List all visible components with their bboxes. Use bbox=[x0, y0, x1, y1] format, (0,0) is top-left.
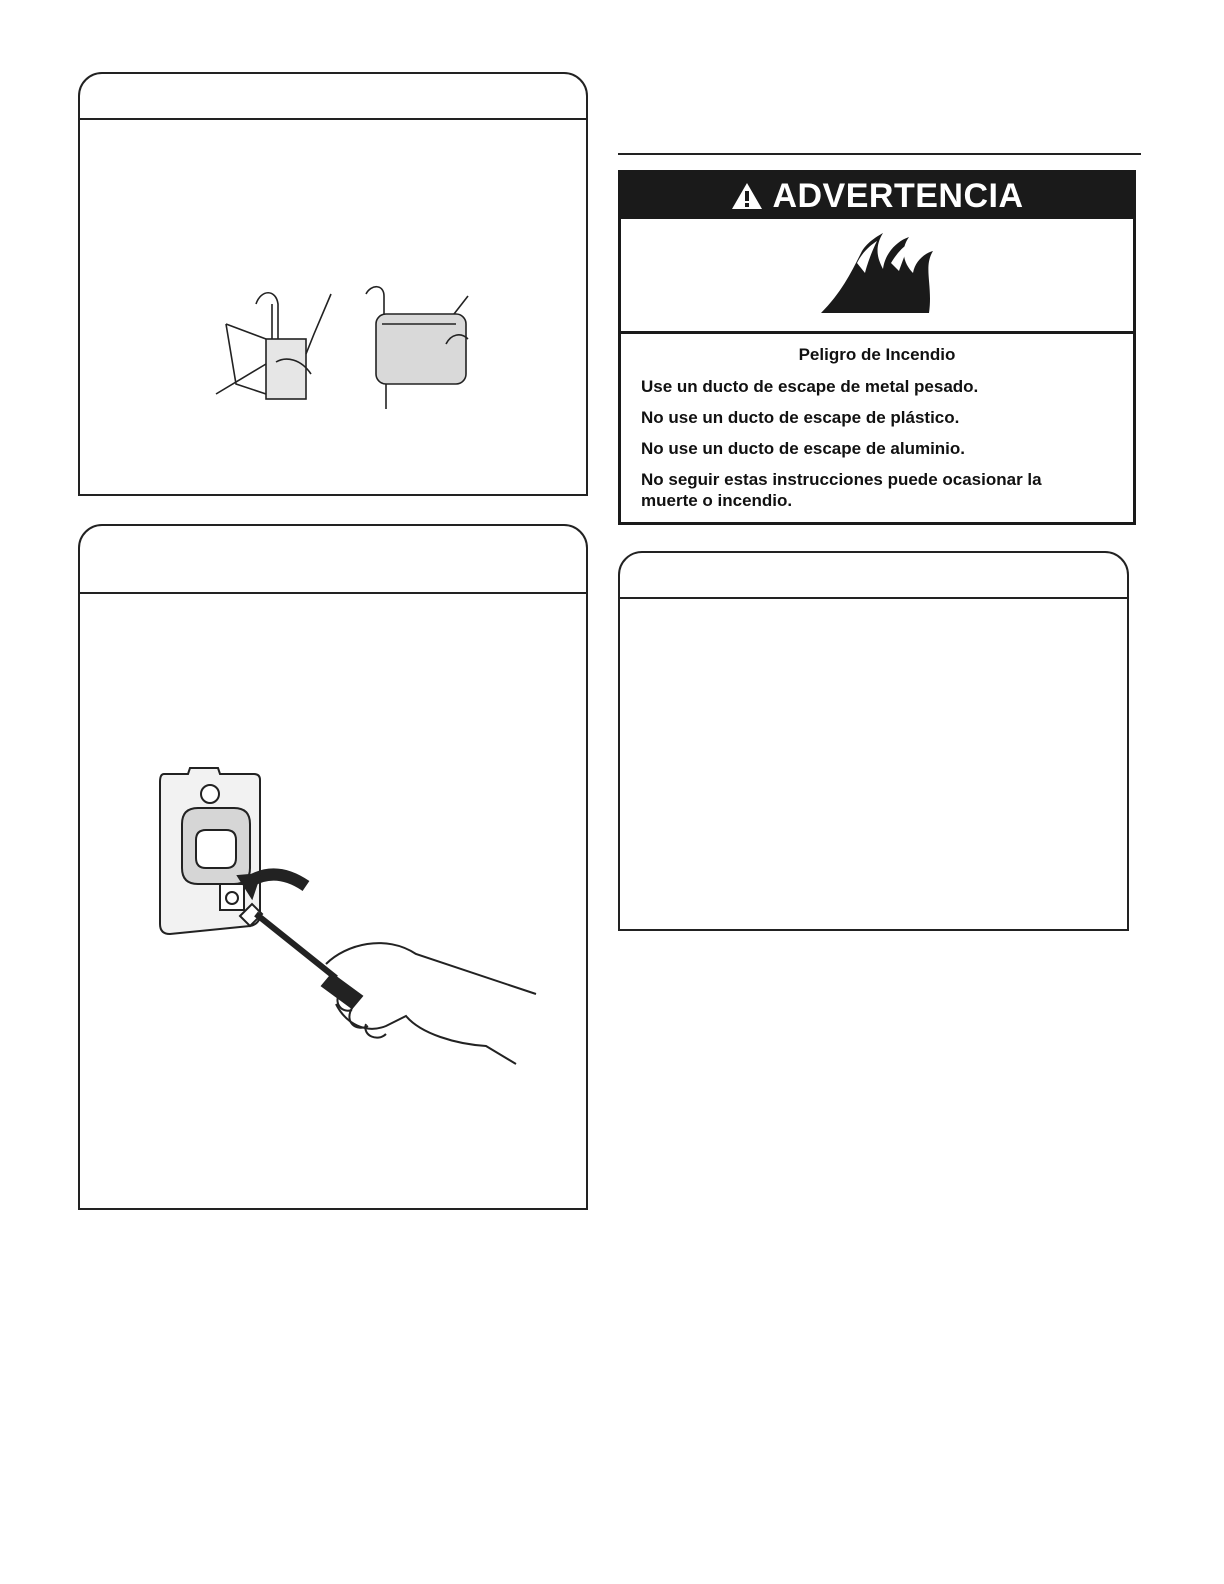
warning-line: Use un ducto de escape de metal pesado. bbox=[641, 377, 979, 396]
panel-header bbox=[620, 553, 1127, 599]
warning-line: No use un ducto de escape de plástico. bbox=[641, 408, 960, 427]
lint-screen-wash-illustration bbox=[206, 284, 476, 414]
panel-header bbox=[80, 526, 586, 594]
fire-hazard-icon bbox=[821, 233, 936, 315]
signal-word: ADVERTENCIA bbox=[772, 176, 1024, 215]
warning-line: No use un ducto de escape de aluminio. bbox=[641, 439, 966, 458]
section-rule bbox=[618, 153, 1141, 155]
warning-line: No seguir estas instrucciones puede ocasionar la muerte o incendio. bbox=[641, 470, 1042, 510]
panel-header bbox=[80, 74, 586, 120]
hazard-title: Peligro de Incendio bbox=[798, 345, 956, 364]
exhaust-info-panel bbox=[618, 551, 1129, 931]
access-panel-screw-illustration bbox=[156, 764, 556, 1074]
access-panel-removal-panel bbox=[78, 524, 588, 1210]
hazard-icon-area bbox=[621, 219, 1133, 334]
lint-screen-cleaning-panel bbox=[78, 72, 588, 496]
warning-triangle-icon bbox=[730, 181, 764, 211]
warning-banner bbox=[621, 173, 1133, 219]
fire-warning-box bbox=[618, 170, 1136, 525]
